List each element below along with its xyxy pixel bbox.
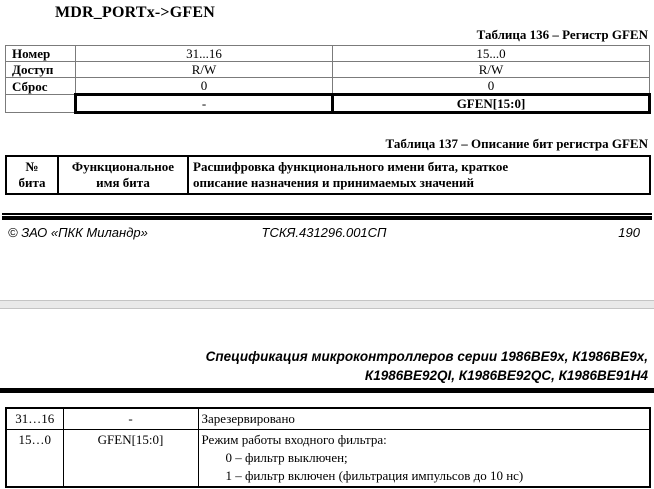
- description-line: 1 – фильтр включен (фильтрация импульсов до 10 нс): [225, 468, 524, 483]
- reset-cell: 0: [333, 78, 650, 95]
- table-137-caption: Таблица 137 – Описание бит регистра GFEN: [385, 136, 648, 151]
- footer-page-number: 190: [618, 225, 640, 240]
- header-text: описание назначения и принимаемых значений: [193, 175, 474, 190]
- bit-description-cell: [198, 430, 650, 488]
- page-break-separator: [0, 300, 654, 309]
- table-header-row: [6, 156, 650, 194]
- table-row: [6, 62, 650, 78]
- table-137-bit-description-header: [5, 155, 651, 195]
- register-title: MDR_PORTx->GFEN: [55, 4, 215, 21]
- footer-copyright: © ЗАО «ПКК Миландр»: [8, 225, 148, 240]
- description-line: Зарезервировано: [201, 411, 295, 426]
- table-row: [6, 408, 650, 430]
- header-text: Функциональное: [71, 159, 175, 174]
- table-137-continuation: [5, 407, 651, 488]
- reserved-field-cell: -: [76, 95, 333, 113]
- bit-name-cell: -: [63, 408, 198, 430]
- header-text: имя бита: [96, 175, 150, 190]
- access-cell: R/W: [333, 62, 650, 78]
- footer-thick-rule: [2, 216, 652, 220]
- bits-31-16-header-cell: 31...16: [76, 46, 333, 62]
- row-label-sbros: Сброс: [6, 78, 76, 95]
- description-line: 0 – фильтр выключен;: [225, 450, 348, 465]
- spec-header-line-2: К1986ВЕ92QI, К1986ВЕ92QC, К1986ВЕ91Н4: [364, 368, 648, 383]
- description-line: Режим работы входного фильтра:: [201, 432, 387, 447]
- gfen-field-cell: GFEN[15:0]: [333, 95, 650, 113]
- table-row: [6, 430, 650, 488]
- row-label-dostup: Доступ: [6, 62, 76, 78]
- page2-header-rule: [0, 388, 654, 393]
- table-136-caption: Таблица 136 – Регистр GFEN: [476, 27, 648, 42]
- bits-range-cell: 15…0: [6, 430, 63, 488]
- bits-range-cell: 31…16: [6, 408, 63, 430]
- table-row: [6, 46, 650, 62]
- bit-number-header-cell: [6, 156, 58, 194]
- header-text: Расшифровка функционального имени бита, краткое: [193, 159, 509, 174]
- row-label-nomer: Номер: [6, 46, 76, 62]
- bit-name-cell: GFEN[15:0]: [63, 430, 198, 488]
- table-row: [6, 95, 650, 113]
- access-cell: R/W: [76, 62, 333, 78]
- empty-label-cell: [6, 95, 76, 113]
- spec-header-line-1: Спецификация микроконтроллеров серии 1986ВЕ9х, К1986ВЕ9х,: [205, 349, 648, 364]
- page2-running-header: [40, 347, 648, 385]
- bit-description-header-cell: [188, 156, 650, 194]
- reset-cell: 0: [76, 78, 333, 95]
- footer-doc-number: ТСКЯ.431296.001СП: [261, 225, 387, 240]
- footer-thin-rule: [2, 213, 652, 215]
- bits-15-0-header-cell: 15...0: [333, 46, 650, 62]
- table-row: [6, 78, 650, 95]
- bit-name-header-cell: [58, 156, 188, 194]
- bit-description-cell: [198, 408, 650, 430]
- table-136-register-gfen: [5, 45, 651, 114]
- header-text: №: [25, 159, 39, 174]
- page-footer: [8, 225, 640, 240]
- header-text: бита: [18, 175, 46, 190]
